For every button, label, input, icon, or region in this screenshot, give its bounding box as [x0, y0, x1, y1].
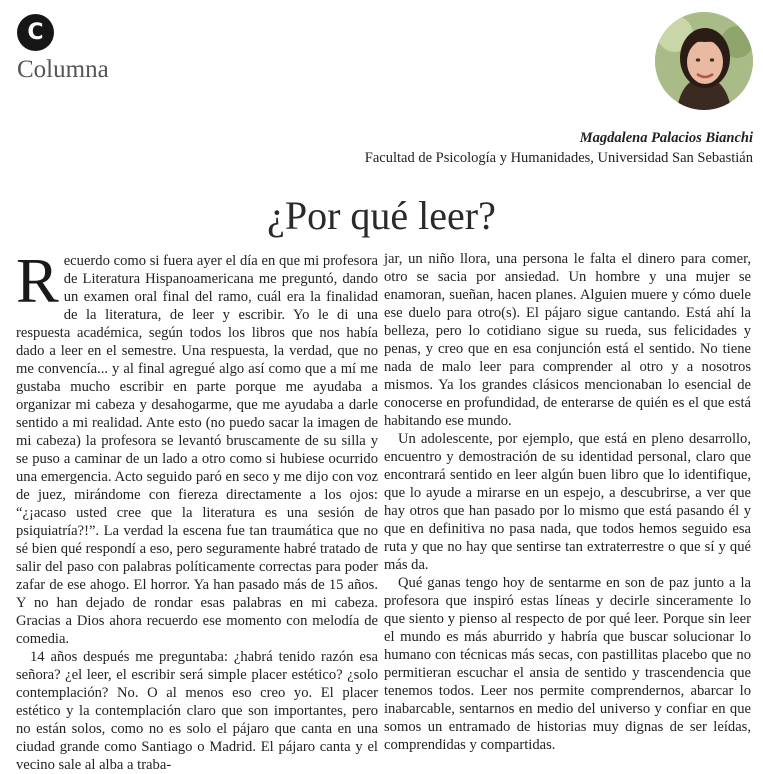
- author-photo: [655, 12, 753, 110]
- paragraph-text: ecuerdo como si fuera ayer el día en que mi profesora de Literatura Hispanoamericana me preguntó, dando un examen oral final del ramo, cuál era la finalidad de la literatura, de leer y escribir. Yo le di una respuesta académica, según todos los libros que nos había dado a leer en el semestre. Una respuesta, la verdad, que no me convencía... y al final agregué algo así como que a mí me gustaba mucho escribir en parte porque me ayudaba a organizar mi cabeza y desahogarme, que me ayudaba a darle sentido a mi realidad. Ante esto (no puedo sacar la imagen de mi cabeza) la profesora se levantó bruscamente de su silla y se puso a caminar de un lado a otro como si hubiese ocurrido una emergencia. Acto seguido paró en seco y me dijo con voz de juez, mirándome con fiereza directamente a los ojos: “¿¡acaso usted cree que la literatura es una sesión de psiquiatría?!”. La verdad la escena fue tan traumática que no sé bien qué respondí a eso, pero seguramente habré tratado de salir del paso con palabras políticamente correctas para poder zafar de ese ahogo. El horror. Ya han pasado más de 15 años. Y no han dejado de rondar esas palabras en mi cabeza. Gracias a Dios ahora recuerdo ese momento con melodía de comedia.: [16, 253, 378, 647]
- article-paragraph: jar, un niño llora, una persona le falta el dinero para comer, otro se sacia por ansiedad. Un hombre y una mujer se enamoran, sueñan, hacen planes. Alguien muere y cómo duele ese duelo para otro(s). El pájaro sigue cantando. Está ahí la belleza, pero lo cotidiano sigue su rueda, sus felicidades y penas, y creo que en esa conjunción está el sentido. No tiene nada de malo leer para comprender al otro y a nosotros mismos. Ya los grandes clásicos mencionaban lo esencial de conocerse en profundidad, de enterarse de quién es el que está habitando ese mundo.: [384, 251, 751, 429]
- author-block: [365, 128, 753, 168]
- section-label: Columna: [17, 56, 109, 83]
- drop-cap: R: [16, 245, 59, 316]
- article-paragraph: Un adolescente, por ejemplo, que está en pleno desarrollo, encuentro y demostración de su identidad personal, claro que encontrará sentido en leer algún buen libro que lo identifique, que lo ayude a mirarse en un espejo, a descubrirse, a ver que hay otros que han pasado por lo mismo que está pasando él y que en definitiva no pasa nada, que todos hemos seguido esa ruta y que no hay que sentirse tan extraterrestre o que sí y qué más da.: [384, 431, 751, 573]
- article-column-left: [16, 245, 378, 774]
- author-affiliation: Facultad de Psicología y Humanidades, Universidad San Sebastián: [364, 150, 753, 166]
- article-paragraph: 14 años después me preguntaba: ¿habrá tenido razón esa señora? ¿el leer, el escribir será simple placer estético? ¿solo contemplación? No. O al menos eso creo yo. El placer estético y la contemplación claro que son importantes, pero no están solos, como no es solo el pájaro que canta en una ciudad grande como Santiago o Madrid. El pájaro canta y el vecino sale al alba a traba-: [16, 649, 378, 773]
- author-portrait-image: [655, 12, 753, 110]
- badge-letter: C: [27, 20, 44, 45]
- article-title: ¿Por qué leer?: [267, 193, 496, 238]
- article-paragraph: Qué ganas tengo hoy de sentarme en son de paz junto a la profesora que inspiró estas líneas y decirle sinceramente lo que siento y pienso al respecto de por qué leer. Porque sin leer el mundo es más aburrido y habría que buscar solucionar lo humano con técnicas más secas, con pastillitas placebo que no permitieran escuchar el ansia de sentido y trascendencia que tenemos todos. Leer nos permite comprendernos, abarcar lo inabarcable, sentarnos en medio del universo y confiar en que somos un entramado de historias muy dignas de ser leídas, comprendidas y compartidas.: [384, 575, 751, 753]
- article-column-right: [384, 250, 751, 754]
- author-name: Magdalena Palacios Bianchi: [579, 130, 753, 146]
- section-badge: [17, 14, 54, 51]
- article-paragraph: [16, 245, 378, 648]
